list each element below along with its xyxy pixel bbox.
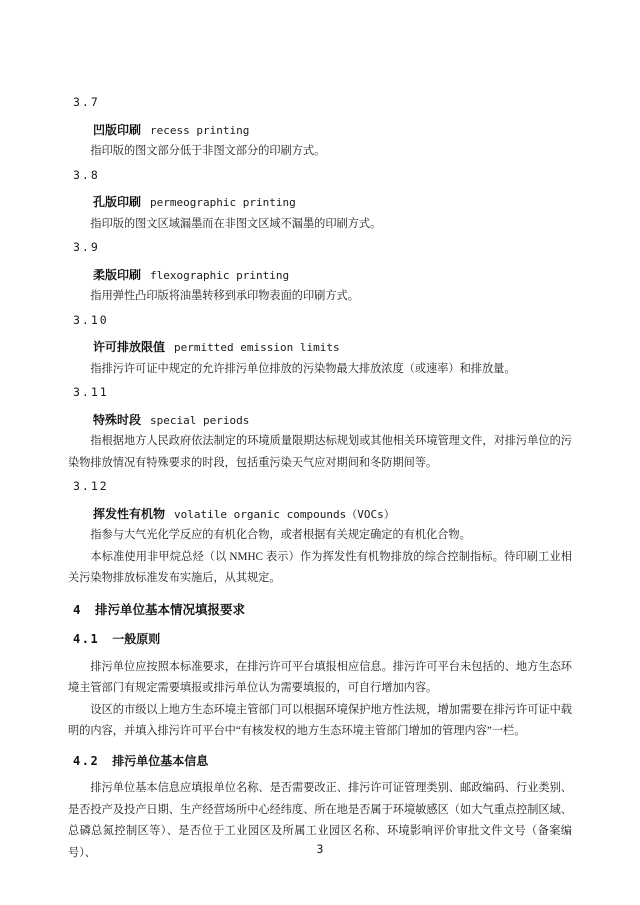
definition-block-3-11 [68,382,572,474]
term-chinese: 挥发性有机物 [93,506,166,521]
section-number: 4.2 [73,753,100,768]
term-english: volatile organic compounds（VOCs） [174,507,395,521]
definition-paragraph: 指印版的图文部分低于非图文部分的印刷方式。 [90,145,326,157]
term-chinese: 孔版印刷 [93,195,142,209]
term-line [68,264,572,287]
clause-number: 3.9 [73,240,100,254]
term-chinese: 凹版印刷 [93,122,142,137]
page-number: 3 [316,842,324,856]
definition-block-3-8 [68,165,572,236]
definition-block-3-7 [68,92,572,163]
term-english: permeographic printing [150,196,296,209]
page-footer [0,841,640,857]
term-line [68,119,572,142]
clause-number: 3.11 [73,385,109,399]
definition-block-3-12 [68,476,572,590]
term-chinese: 特殊时段 [93,412,142,427]
definition-paragraph: 本标准使用非甲烷总烃（以 NMHC 表示）作为挥发性有机物排放的综合控制指标。待印刷工业相关污染物排放标准发布实施后，从其规定。 [68,550,572,584]
definition-paragraph: 指排污许可证中规定的允许排污单位排放的污染物最大排放浓度（或速率）和排放量。 [90,362,516,375]
term-english: flexographic printing [150,268,290,282]
clause-number: 3.12 [73,479,109,493]
term-line [68,191,572,214]
chapter-number: 4 [73,601,83,617]
term-chinese: 柔版印刷 [93,267,142,282]
term-english: recess printing [150,123,250,137]
term-line [68,409,572,432]
definition-block-3-9 [68,237,572,308]
clause-number: 3.10 [73,312,109,327]
definition-paragraph: 指印版的图文区域漏墨而在非图文区域不漏墨的印刷方式。 [90,217,382,230]
chapter-heading [68,599,572,622]
definition-block-3-10 [68,310,572,381]
body-paragraph: 设区的市级以上地方生态环境主管部门可以根据环境保护地方性法规，增加需要在排污许可证中载明的内容，并填入排污许可平台中“有核发权的地方生态环境主管部门增加的管理内容”一栏。 [68,703,572,737]
clause-number: 3.8 [73,167,100,182]
chapter-4 [68,599,572,865]
clause-number: 3.7 [73,95,100,109]
section-number: 4.1 [73,632,100,646]
section-title: 一般原则 [112,632,161,646]
term-chinese: 许可排放限值 [93,340,166,354]
term-line [68,336,572,359]
body-paragraph: 排污单位应按照本标准要求，在排污许可平台填报相应信息。排污许可平台未包括的、地方生态环境主管部门有规定需要填报或排污单位认为需要填报的，可自行增加内容。 [68,660,572,694]
definition-paragraph: 指参与大气光化学反应的有机化合物，或者根据有关规定确定的有机化合物。 [90,529,471,541]
term-line [68,503,572,526]
definition-paragraph: 指用弹性凸印版将油墨转移到承印物表面的印刷方式。 [90,290,359,302]
term-english: permitted emission limits [174,341,340,354]
section-title: 排污单位基本信息 [112,753,209,768]
section-heading-4-2 [68,751,572,773]
term-english: special periods [150,413,250,427]
body-paragraph: 排污单位基本信息应填报单位名称、是否需要改正、排污许可证管理类别、邮政编码、行业类别、是否投产及投产日期、生产经营场所中心经纬度、所在地是否属于环境敏感区（如大气重点控制区域、总磷总氮控制区等）、是否位于工业园区及所属工业园区名称、环境影响评价审批文件文号（备案编号）、 [68,782,572,859]
chapter-title: 排污单位基本情况填报要求 [95,602,246,617]
definition-paragraph: 指根据地方人民政府依法制定的环境质量限期达标规划或其他相关环境管理文件，对排污单位的污染物排放情况有特殊要求的时段，包括重污染天气应对期间和冬防期间等。 [68,435,572,469]
section-heading-4-1 [68,629,572,651]
